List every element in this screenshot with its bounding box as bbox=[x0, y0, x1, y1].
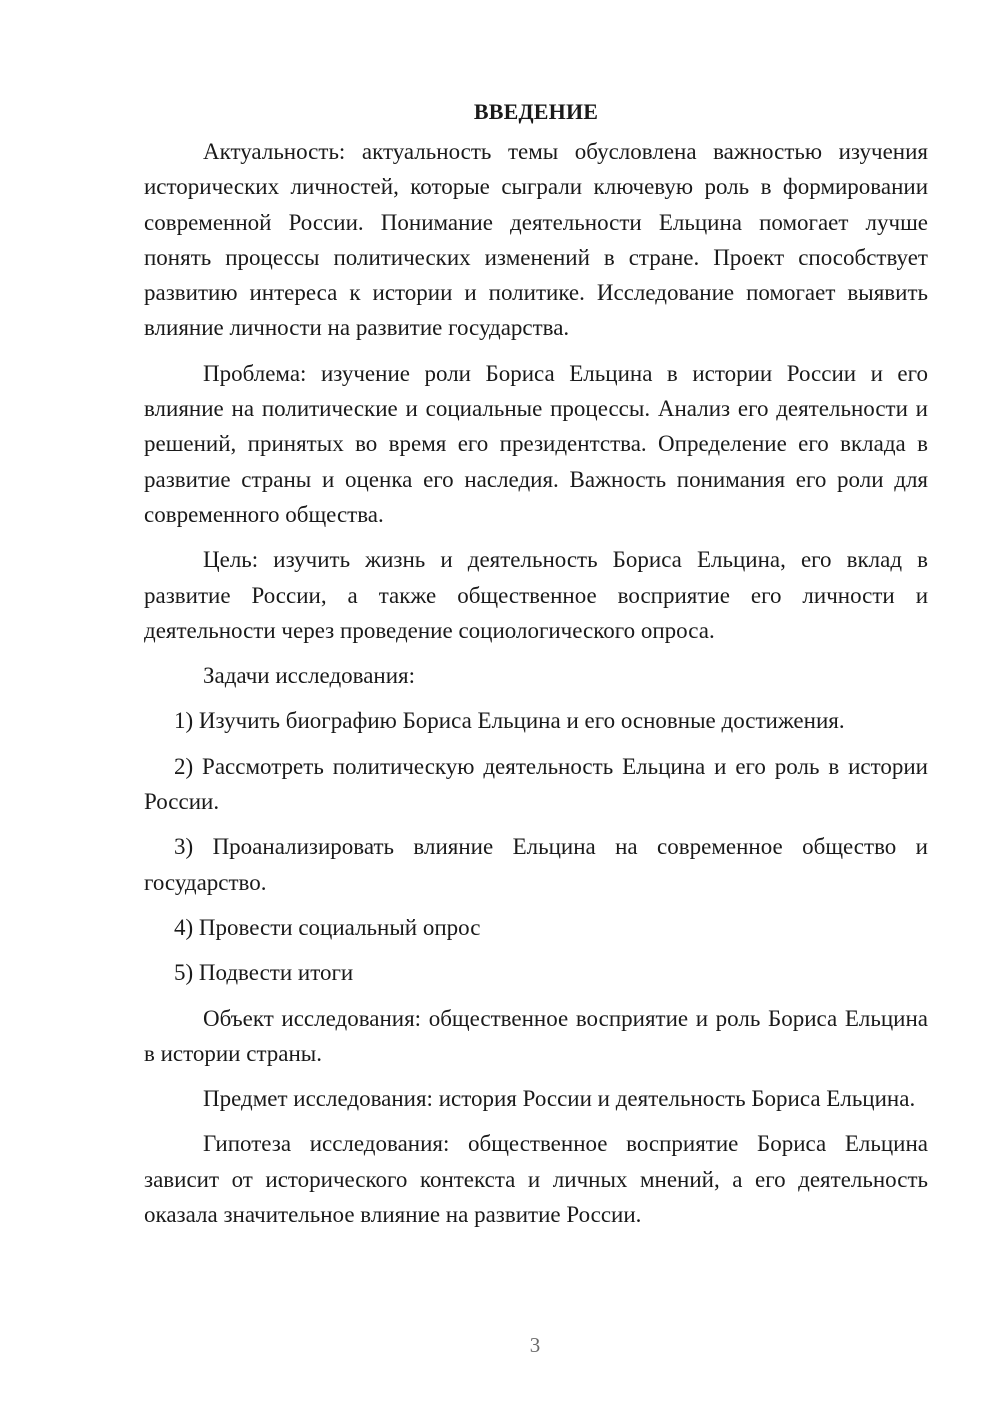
paragraph-hypothesis: Гипотеза исследования: общественное восприятие Бориса Ельцина зависит от исторического контекста и личных мнений, а его деятельность оказала значительное влияние на развитие России. bbox=[144, 1131, 928, 1228]
paragraph-goal: Цель: изучить жизнь и деятельность Бориса Ельцина, его вклад в развитие России, а также общественное восприятие его личности и деятельности через проведение социологического опроса. bbox=[144, 547, 928, 643]
paragraph-problem: Проблема: изучение роли Бориса Ельцина в истории России и его влияние на политические и социальные процессы. Анализ его деятельности и решений, принятых во время его президентства. Определение его вклада в развитие страны и оценка его наследия. Важность понимания его роли для современного общества. bbox=[144, 360, 928, 527]
page-number: 3 bbox=[529, 1333, 541, 1357]
paragraph-object: Объект исследования: общественное восприятие и роль Бориса Ельцина в истории страны. bbox=[144, 1005, 928, 1066]
task-item-5: 5) Подвести итоги bbox=[174, 960, 354, 986]
task-item-1: 1) Изучить биографию Бориса Ельцина и его основные достижения. bbox=[174, 708, 845, 734]
task-item-2: 2) Рассмотреть политическую деятельность Ельцина и его роль в истории России. bbox=[144, 753, 928, 815]
tasks-heading: Задачи исследования: bbox=[203, 663, 416, 689]
section-heading: ВВЕДЕНИЕ bbox=[473, 99, 599, 124]
task-item-4: 4) Провести социальный опрос bbox=[174, 914, 481, 940]
task-item-3: 3) Проанализировать влияние Ельцина на современное общество и государство. bbox=[144, 834, 928, 895]
paragraph-subject: Предмет исследования: история России и деятельность Бориса Ельцина. bbox=[203, 1086, 916, 1112]
paragraph-relevance: Актуальность: актуальность темы обусловлена важностью изучения исторических личностей, которые сыграли ключевую роль в формировании современной России. Понимание деятельности Ельцина помогает лучше понять процессы политических изменений в стране. Проект способствует развитию интереса к истории и политике. Исследование помогает выявить влияние личности на развитие государства. bbox=[144, 139, 928, 341]
document-body bbox=[144, 94, 928, 1242]
